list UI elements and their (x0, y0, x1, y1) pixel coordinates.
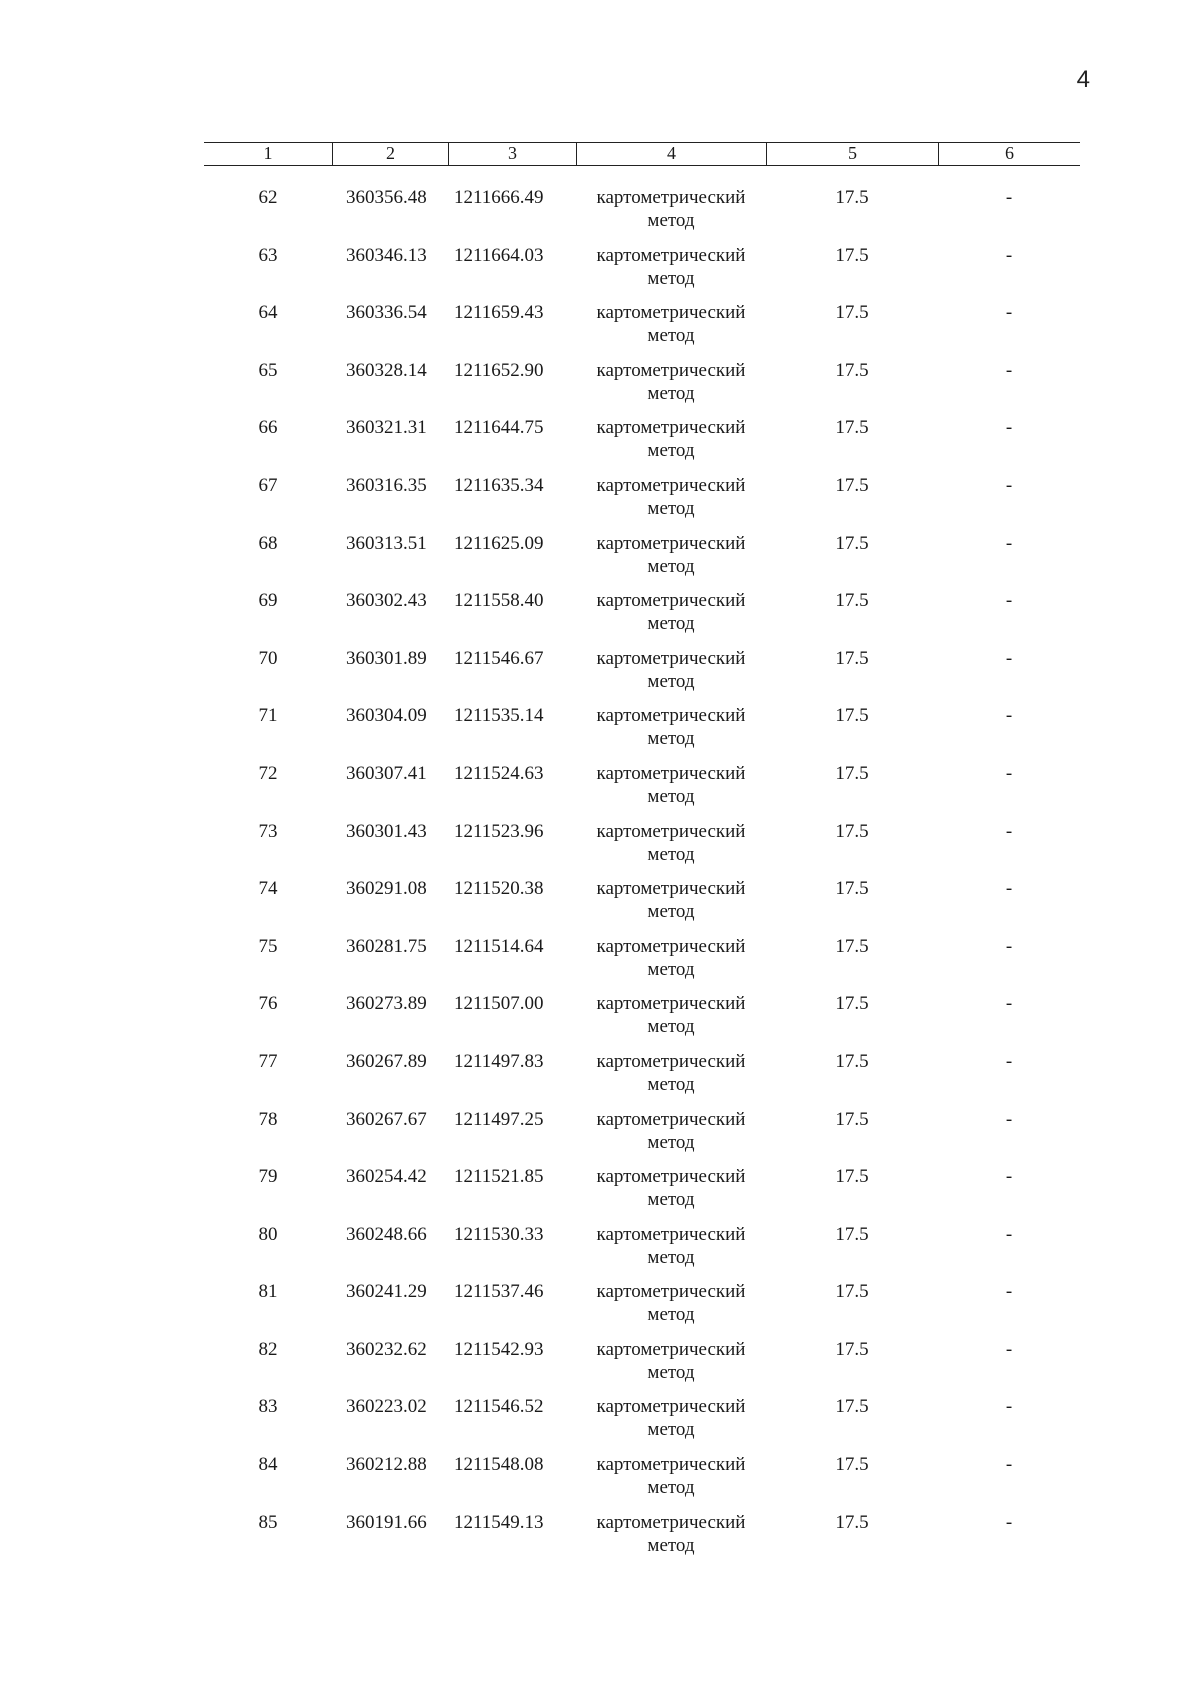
coordinates-table (204, 142, 1080, 1568)
method-line-1: картометрический (596, 417, 746, 439)
accuracy-cell: 17.5 (835, 1454, 869, 1476)
note-cell: - (1005, 187, 1013, 208)
method-line-2: метод (647, 728, 695, 750)
method-cell (576, 359, 766, 417)
note-cell: - (1005, 1454, 1013, 1476)
table-row (204, 820, 1080, 878)
y-coordinate-cell: 1211549.13 (454, 1511, 544, 1533)
table-row (204, 532, 1080, 590)
method-cell (576, 1511, 766, 1569)
method-line-1: картометрический (596, 302, 746, 324)
table-row (204, 1165, 1080, 1223)
point-number-cell: 75 (258, 935, 278, 957)
method-line-1: картометрический (596, 762, 746, 784)
accuracy-cell: 17.5 (835, 1166, 869, 1188)
x-coordinate-cell: 360241.29 (346, 1281, 427, 1303)
point-number-cell: 78 (258, 1108, 278, 1130)
header-cell-1: 1 (263, 143, 273, 163)
table-row (204, 1511, 1080, 1569)
method-line-2: метод (647, 1419, 695, 1441)
table-body (204, 186, 1080, 1568)
method-line-1: картометрический (596, 1511, 746, 1533)
method-line-1: картометрический (596, 1396, 746, 1418)
method-line-2: метод (647, 958, 695, 980)
y-coordinate-cell: 1211514.64 (454, 935, 544, 957)
table-row (204, 877, 1080, 935)
x-coordinate-cell: 360336.54 (346, 302, 427, 324)
y-coordinate-cell: 1211542.93 (454, 1338, 544, 1360)
accuracy-cell: 17.5 (835, 993, 869, 1015)
point-number-cell: 72 (258, 762, 278, 784)
x-coordinate-cell: 360301.89 (346, 647, 427, 669)
method-line-2: метод (647, 785, 695, 807)
table-row (204, 1108, 1080, 1166)
y-coordinate-cell: 1211497.83 (454, 1050, 544, 1072)
accuracy-cell: 17.5 (835, 935, 869, 957)
header-cell-4: 4 (576, 143, 766, 165)
method-cell (576, 762, 766, 820)
accuracy-cell: 17.5 (835, 647, 869, 669)
table-row (204, 935, 1080, 993)
note-cell: - (1005, 244, 1013, 266)
page-number: 4 (1076, 66, 1090, 93)
note-cell: - (1005, 878, 1013, 900)
method-line-1: картометрический (596, 590, 746, 612)
note-cell: - (1005, 532, 1013, 554)
y-coordinate-cell: 1211497.25 (454, 1108, 544, 1130)
note-cell: - (1005, 417, 1013, 439)
method-cell (576, 1165, 766, 1223)
x-coordinate-cell: 360291.08 (346, 878, 427, 900)
method-cell (576, 301, 766, 359)
x-coordinate-cell: 360248.66 (346, 1223, 427, 1245)
accuracy-cell: 17.5 (835, 474, 869, 496)
accuracy-cell: 17.5 (835, 1338, 869, 1360)
method-cell (576, 589, 766, 647)
table-row (204, 474, 1080, 532)
method-cell (576, 704, 766, 762)
table-row (204, 244, 1080, 302)
accuracy-cell: 17.5 (835, 820, 869, 842)
point-number-cell: 65 (258, 359, 278, 381)
method-line-1: картометрический (596, 705, 746, 727)
table-row (204, 1223, 1080, 1281)
y-coordinate-cell: 1211507.00 (454, 993, 544, 1015)
method-line-2: метод (647, 1016, 695, 1038)
x-coordinate-cell: 360267.89 (346, 1050, 427, 1072)
accuracy-cell: 17.5 (835, 244, 869, 266)
table-row (204, 1338, 1080, 1396)
method-line-2: метод (647, 555, 695, 577)
x-coordinate-cell: 360301.43 (346, 820, 427, 842)
y-coordinate-cell: 1211524.63 (454, 762, 544, 784)
y-coordinate-cell: 1211520.38 (454, 878, 544, 900)
method-cell (576, 1223, 766, 1281)
x-coordinate-cell: 360254.42 (346, 1166, 427, 1188)
accuracy-cell: 17.5 (835, 1223, 869, 1245)
method-cell (576, 474, 766, 532)
accuracy-cell: 17.5 (835, 1050, 869, 1072)
table-row (204, 647, 1080, 705)
method-line-2: метод (647, 1131, 695, 1153)
point-number-cell: 83 (258, 1396, 278, 1418)
y-coordinate-cell: 1211521.85 (454, 1166, 544, 1188)
table-row (204, 762, 1080, 820)
point-number-cell: 70 (258, 647, 278, 669)
note-cell: - (1005, 1223, 1013, 1245)
y-coordinate-cell: 1211625.09 (454, 532, 544, 554)
header-cell-5: 5 (766, 143, 938, 165)
note-cell: - (1005, 474, 1013, 496)
x-coordinate-cell: 360281.75 (346, 935, 427, 957)
note-cell: - (1005, 820, 1013, 842)
note-cell: - (1005, 1396, 1013, 1418)
accuracy-cell: 17.5 (835, 1511, 869, 1533)
note-cell: - (1005, 1050, 1013, 1072)
method-line-1: картометрический (596, 187, 746, 208)
method-cell (576, 877, 766, 935)
note-cell: - (1005, 302, 1013, 324)
y-coordinate-cell: 1211523.96 (454, 820, 544, 842)
method-line-1: картометрический (596, 820, 746, 842)
note-cell: - (1005, 1166, 1013, 1188)
accuracy-cell: 17.5 (835, 878, 869, 900)
header-cell-6: 6 (938, 143, 1080, 165)
table-row (204, 1280, 1080, 1338)
method-line-2: метод (647, 1477, 695, 1499)
method-line-2: метод (647, 210, 695, 231)
table-row (204, 301, 1080, 359)
point-number-cell: 77 (258, 1050, 278, 1072)
point-number-cell: 82 (258, 1338, 278, 1360)
y-coordinate-cell: 1211546.67 (454, 647, 544, 669)
point-number-cell: 63 (258, 244, 278, 266)
x-coordinate-cell: 360223.02 (346, 1396, 427, 1418)
y-coordinate-cell: 1211535.14 (454, 705, 544, 727)
y-coordinate-cell: 1211666.49 (454, 187, 544, 208)
method-line-2: метод (647, 440, 695, 462)
method-line-1: картометрический (596, 244, 746, 266)
point-number-cell: 74 (258, 878, 278, 900)
x-coordinate-cell: 360346.13 (346, 244, 427, 266)
method-cell (576, 820, 766, 878)
method-line-2: метод (647, 1246, 695, 1268)
accuracy-cell: 17.5 (835, 302, 869, 324)
method-cell (576, 1338, 766, 1396)
note-cell: - (1005, 762, 1013, 784)
point-number-cell: 76 (258, 993, 278, 1015)
y-coordinate-cell: 1211537.46 (454, 1281, 544, 1303)
y-coordinate-cell: 1211659.43 (454, 302, 544, 324)
method-cell (576, 1050, 766, 1108)
method-line-1: картометрический (596, 474, 746, 496)
method-cell (576, 244, 766, 302)
method-line-2: метод (647, 325, 695, 347)
method-cell (576, 1108, 766, 1166)
method-line-2: метод (647, 1534, 695, 1556)
x-coordinate-cell: 360191.66 (346, 1511, 427, 1533)
x-coordinate-cell: 360328.14 (346, 359, 427, 381)
note-cell: - (1005, 935, 1013, 957)
point-number-cell: 81 (258, 1281, 278, 1303)
note-cell: - (1005, 1338, 1013, 1360)
method-line-1: картометрический (596, 993, 746, 1015)
method-line-2: метод (647, 497, 695, 519)
method-line-1: картометрический (596, 647, 746, 669)
note-cell: - (1005, 1281, 1013, 1303)
table-row (204, 1453, 1080, 1511)
method-cell (576, 992, 766, 1050)
x-coordinate-cell: 360356.48 (346, 187, 427, 208)
x-coordinate-cell: 360316.35 (346, 474, 427, 496)
note-cell: - (1005, 993, 1013, 1015)
table-row (204, 416, 1080, 474)
point-number-cell: 62 (258, 187, 278, 208)
point-number-cell: 79 (258, 1166, 278, 1188)
method-line-2: метод (647, 843, 695, 865)
x-coordinate-cell: 360212.88 (346, 1454, 427, 1476)
method-cell (576, 1395, 766, 1453)
method-line-2: метод (647, 1189, 695, 1211)
note-cell: - (1005, 647, 1013, 669)
point-number-cell: 69 (258, 590, 278, 612)
point-number-cell: 73 (258, 820, 278, 842)
y-coordinate-cell: 1211546.52 (454, 1396, 544, 1418)
method-line-2: метод (647, 1073, 695, 1095)
table-header-row (204, 142, 1080, 166)
point-number-cell: 64 (258, 302, 278, 324)
accuracy-cell: 17.5 (835, 705, 869, 727)
table-row (204, 1395, 1080, 1453)
y-coordinate-cell: 1211652.90 (454, 359, 544, 381)
method-line-1: картометрический (596, 1454, 746, 1476)
accuracy-cell: 17.5 (835, 762, 869, 784)
x-coordinate-cell: 360273.89 (346, 993, 427, 1015)
accuracy-cell: 17.5 (835, 1396, 869, 1418)
y-coordinate-cell: 1211558.40 (454, 590, 544, 612)
method-cell (576, 532, 766, 590)
y-coordinate-cell: 1211530.33 (454, 1223, 544, 1245)
x-coordinate-cell: 360313.51 (346, 532, 427, 554)
note-cell: - (1005, 590, 1013, 612)
table-row (204, 704, 1080, 762)
accuracy-cell: 17.5 (835, 187, 869, 208)
x-coordinate-cell: 360232.62 (346, 1338, 427, 1360)
method-line-1: картометрический (596, 878, 746, 900)
table-row (204, 992, 1080, 1050)
method-line-2: метод (647, 901, 695, 923)
method-cell (576, 1280, 766, 1338)
table-row (204, 186, 1080, 244)
method-cell (576, 647, 766, 705)
x-coordinate-cell: 360267.67 (346, 1108, 427, 1130)
method-line-1: картометрический (596, 1338, 746, 1360)
method-cell (576, 186, 766, 244)
point-number-cell: 71 (258, 705, 278, 727)
accuracy-cell: 17.5 (835, 359, 869, 381)
table-row (204, 589, 1080, 647)
method-line-1: картометрический (596, 359, 746, 381)
method-line-1: картометрический (596, 1223, 746, 1245)
x-coordinate-cell: 360321.31 (346, 417, 427, 439)
method-cell (576, 935, 766, 993)
method-line-1: картометрический (596, 1108, 746, 1130)
method-line-1: картометрический (596, 935, 746, 957)
method-line-2: метод (647, 1304, 695, 1326)
method-line-2: метод (647, 670, 695, 692)
point-number-cell: 68 (258, 532, 278, 554)
y-coordinate-cell: 1211635.34 (454, 474, 544, 496)
method-line-1: картометрический (596, 1281, 746, 1303)
point-number-cell: 67 (258, 474, 278, 496)
accuracy-cell: 17.5 (835, 590, 869, 612)
point-number-cell: 66 (258, 417, 278, 439)
y-coordinate-cell: 1211644.75 (454, 417, 544, 439)
accuracy-cell: 17.5 (835, 1281, 869, 1303)
x-coordinate-cell: 360307.41 (346, 762, 427, 784)
method-line-1: картометрический (596, 532, 746, 554)
point-number-cell: 84 (258, 1454, 278, 1476)
point-number-cell: 80 (258, 1223, 278, 1245)
header-cell-2: 2 (332, 143, 448, 165)
method-line-1: картометрический (596, 1050, 746, 1072)
x-coordinate-cell: 360304.09 (346, 705, 427, 727)
method-line-2: метод (647, 382, 695, 404)
table-row (204, 1050, 1080, 1108)
y-coordinate-cell: 1211548.08 (454, 1454, 544, 1476)
method-line-1: картометрический (596, 1166, 746, 1188)
table-row (204, 359, 1080, 417)
note-cell: - (1005, 1511, 1013, 1533)
accuracy-cell: 17.5 (835, 1108, 869, 1130)
method-line-2: метод (647, 1361, 695, 1383)
method-line-2: метод (647, 613, 695, 635)
point-number-cell: 85 (258, 1511, 278, 1533)
method-line-2: метод (647, 267, 695, 289)
note-cell: - (1005, 705, 1013, 727)
accuracy-cell: 17.5 (835, 417, 869, 439)
y-coordinate-cell: 1211664.03 (454, 244, 544, 266)
method-cell (576, 1453, 766, 1511)
method-cell (576, 416, 766, 474)
header-cell-3: 3 (448, 143, 576, 165)
note-cell: - (1005, 1108, 1013, 1130)
x-coordinate-cell: 360302.43 (346, 590, 427, 612)
note-cell: - (1005, 359, 1013, 381)
accuracy-cell: 17.5 (835, 532, 869, 554)
